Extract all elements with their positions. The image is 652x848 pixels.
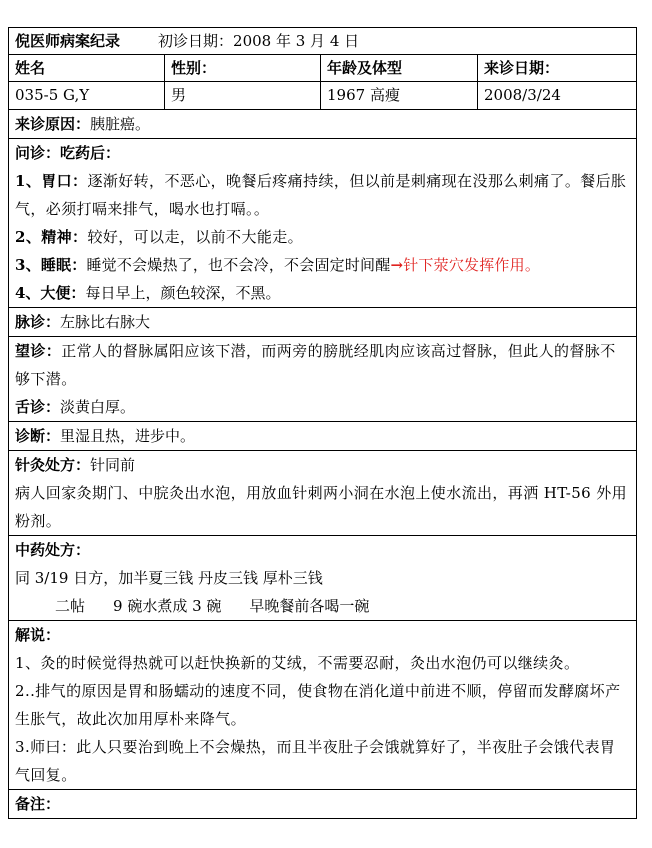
sleep-highlight-text: 针下荥穴发挥作用。 [403,256,541,274]
acupuncture-note: 病人回家灸期门、中脘灸出水泡，用放血针刺两小洞在水泡上使水流出，再洒 HT-56 外用粉剂。 [15,484,628,530]
stool-text: 每日早上，颜色较深，不黑。 [85,284,281,302]
patient-sex: 男 [165,82,321,109]
observation-text-block [9,337,636,393]
patient-id: 035-5 G,Y [9,82,165,109]
visit-reason-text: 胰脏癌。 [90,115,151,133]
remarks-label: 备注： [15,795,61,813]
visit-date-header: 来诊日期： [478,55,636,82]
explanation-para-2: 2..排气的原因是胃和肠蠕动的速度不同，使食物在消化道中前进不顺，停留而发酵腐坏产生胀气，故此次加用厚朴来降气。 [15,682,621,728]
stool-label: 4、大便： [15,284,86,302]
tongue-block [9,393,636,421]
record-title: 倪医师病案纪录 [15,32,121,50]
name-header: 姓名 [9,55,165,82]
appetite-label: 1、胃口： [15,172,88,190]
appetite-text: 逐渐好转，不恶心，晚餐后疼痛持续，但以前是刺痛现在没那么刺痛了。餐后胀气，必须打嗝来排气，喝水也打嗝。。 [15,172,627,218]
explanation-para-3: 3.师曰：此人只要治到晚上不会燥热，而且半夜肚子会饿就算好了，半夜肚子会饿代表胃气回复。 [15,738,616,784]
explanation-section [9,621,636,790]
visit-date: 2008/3/24 [484,86,561,104]
inquiry-item-spirit [9,223,636,251]
inquiry-label: 问诊：吃药后： [15,144,121,162]
inquiry-item-sleep [9,251,636,279]
pulse-text: 左脉比右脉大 [60,313,151,331]
explanation-label: 解说： [15,626,61,644]
observation-section [9,337,636,422]
sleep-label: 3、睡眠： [15,256,87,274]
remarks-row [9,790,636,818]
herbal-section [9,536,636,621]
diagnosis-label: 诊断： [15,427,61,445]
patient-info-headers [9,55,636,82]
acupuncture-text: 针同前 [90,456,136,474]
tongue-text: 淡黄白厚。 [60,398,136,416]
patient-info-block [9,55,636,110]
visit-reason-label: 来诊原因： [15,115,91,133]
visit-reason-row [9,110,636,139]
acupuncture-heading [9,451,636,479]
observation-label: 望诊： [15,342,62,360]
herbal-label: 中药处方： [15,541,91,559]
herbal-formula: 同 3/19 日方，加半夏三钱 丹皮三钱 厚朴三钱 [15,569,323,587]
inquiry-item-stool [9,279,636,307]
arrow-icon: → [390,256,404,274]
diagnosis-row [9,422,636,451]
record-header-row [9,28,636,55]
sex-header: 性别： [165,55,321,82]
first-visit-date: 2008 年 3 月 4 日 [233,32,360,50]
acupuncture-label: 针灸处方： [15,456,91,474]
pulse-row [9,308,636,337]
observation-text: 正常人的督脉属阳应该下潜，而两旁的膀胱经肌肉应该高过督脉，但此人的督脉不够下潜。 [15,342,616,388]
first-visit-label: 初诊日期： [158,32,234,50]
inquiry-section [9,139,636,308]
age-build-header: 年龄及体型 [321,55,478,82]
herbal-usage: 早晚餐前各喝一碗 [249,597,370,615]
herbal-dose: 二帖 [55,597,86,615]
patient-info-values [9,82,636,109]
diagnosis-text: 里湿且热，进步中。 [60,427,196,445]
explanation-para-1: 1、灸的时候觉得热就可以赶快换新的艾绒，不需要忍耐，灸出水泡仍可以继续灸。 [15,654,580,672]
herbal-decoction: 9 碗水煮成 3 碗 [113,597,222,615]
patient-age-build: 1967 高瘦 [321,82,478,109]
sleep-text: 睡觉不会燥热了，也不会冷，不会固定时间醒 [86,256,391,274]
spirit-label: 2、精神： [15,228,88,246]
acupuncture-section [9,451,636,536]
pulse-label: 脉诊： [15,313,61,331]
spirit-text: 较好，可以走，以前不大能走。 [87,228,304,246]
medical-record-table [8,27,637,819]
herbal-instructions [9,592,636,620]
inquiry-item-appetite [9,167,636,223]
tongue-label: 舌诊： [15,398,61,416]
